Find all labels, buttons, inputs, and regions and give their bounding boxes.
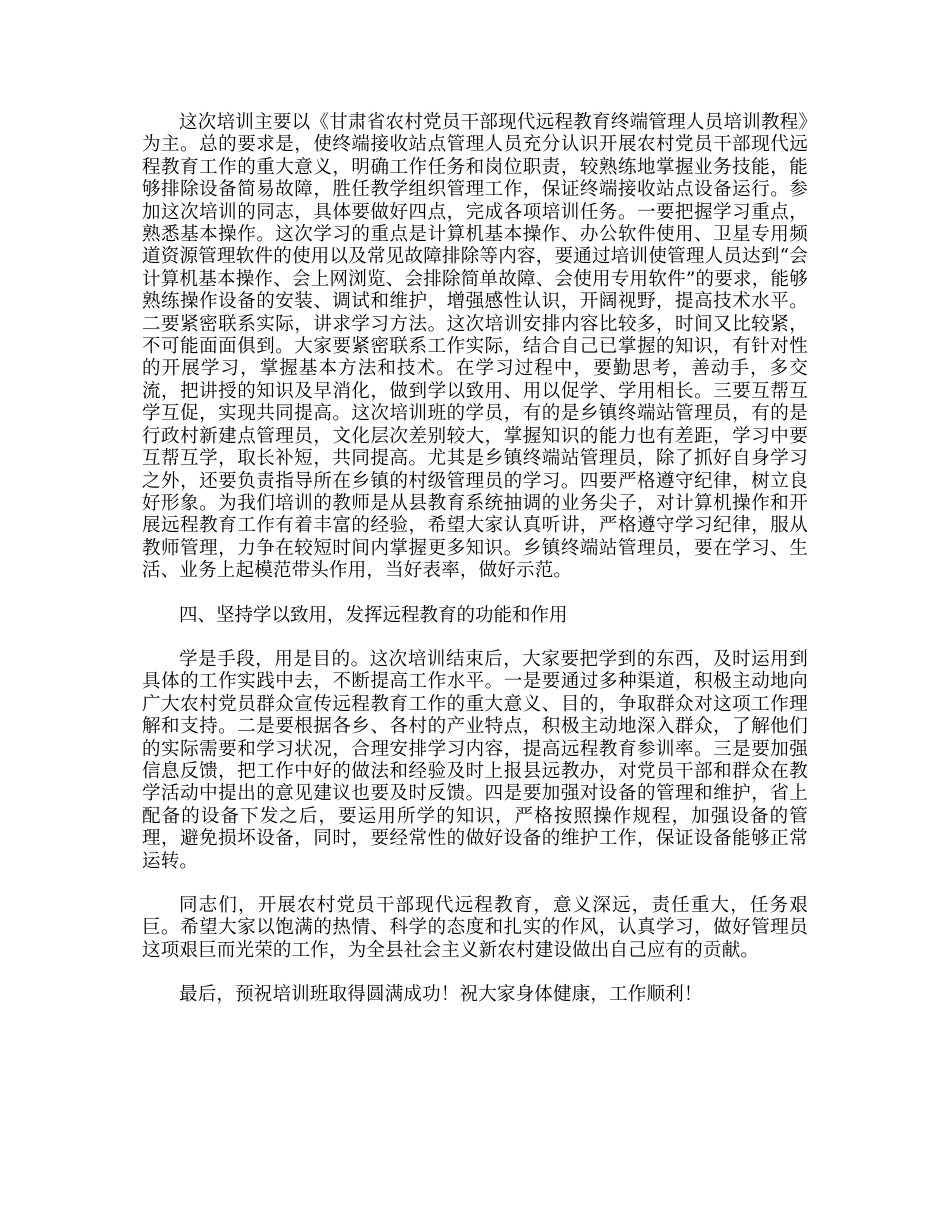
paragraph-apply-learning: 学是手段，用是目的。这次培训结束后，大家要把学到的东西，及时运用到具体的工作实践中去，不断提高工作水平。一是要通过多种渠道，积极主动地向广大农村党员群众宣传远程教育工作的重大意义、目的，争取群众对这项工作理解和支持。二是要根据各乡、各村的产业特点，积极主动地深入群众，了解他们的实际需要和学习状况，合理安排学习内容，提高远程教育参训率。三是要加强信息反馈，把工作中好的做法和经验及时上报县远教办，对党员干部和群众在教学活动中提出的意见建议也要及时反馈。四是要加强对设备的管理和维护，省上配备的设备下发之后，要运用所学的知识，严格按照操作规程，加强设备的管理，避免损坏设备，同时，要经常性的做好设备的维护工作，保证设备能够正常运转。	[142, 648, 808, 872]
section-heading-4: 四、坚持学以致用，发挥远程教育的功能和作用	[179, 604, 568, 626]
document-page	[142, 112, 808, 1007]
paragraph-gap	[142, 873, 808, 895]
paragraph-gap	[142, 962, 808, 984]
paragraph-closing-wishes: 最后，预祝培训班取得圆满成功！祝大家身体健康，工作顺利！	[179, 984, 703, 1006]
paragraph-training-requirements: 这次培训主要以《甘肃省农村党员干部现代远程教育终端管理人员培训教程》为主。总的要求是，使终端接收站点管理人员充分认识开展农村党员干部现代远程教育工作的重大意义，明确工作任务和岗位职责，较熟练地掌握业务技能，能够排除设备简易故障，胜任教学组织管理工作，保证终端接收站点设备运行。参加这次培训的同志，具体要做好四点，完成各项培训任务。一要把握学习重点，熟悉基本操作。这次学习的重点是计算机基本操作、办公软件使用、卫星专用频道资源管理软件的使用以及常见故障排除等内容，要通过培训使管理人员达到“会计算机基本操作、会上网浏览、会排除简单故障、会使用专用软件”的要求，能够熟练操作设备的安装、调试和维护，增强感性认识，开阔视野，提高技术水平。二要紧密联系实际，讲求学习方法。这次培训安排内容比较多，时间又比较紧，不可能面面俱到。大家要紧密联系工作实际，结合自己已掌握的知识，有针对性的开展学习，掌握基本方法和技术。在学习过程中，要勤思考，善动手，多交流，把讲授的知识及早消化，做到学以致用、用以促学、学用相长。三要互帮互学互促，实现共同提高。这次培训班的学员，有的是乡镇终端站管理员，有的是行政村新建点管理员，文化层次差别较大，掌握知识的能力也有差距，学习中要互帮互学，取长补短，共同提高。尤其是乡镇终端站管理员，除了抓好自身学习之外，还要负责指导所在乡镇的村级管理员的学习。四要严格遵守纪律，树立良好形象。为我们培训的教师是从县教育系统抽调的业务尖子，对计算机操作和开展远程教育工作有着丰富的经验，希望大家认真听讲，严格遵守学习纪律，服从教师管理，力争在较短时间内掌握更多知识。乡镇终端站管理员，要在学习、生活、业务上起模范带头作用，当好表率，做好示范。	[142, 112, 808, 582]
paragraph-comrades: 同志们，开展农村党员干部现代远程教育，意义深远，责任重大，任务艰巨。希望大家以饱满的热情、科学的态度和扎实的作风，认真学习，做好管理员这项艰巨而光荣的工作，为全县社会主义新农村建设做出自己应有的贡献。	[142, 895, 808, 961]
paragraph-gap	[142, 627, 808, 649]
paragraph-gap	[142, 583, 808, 605]
